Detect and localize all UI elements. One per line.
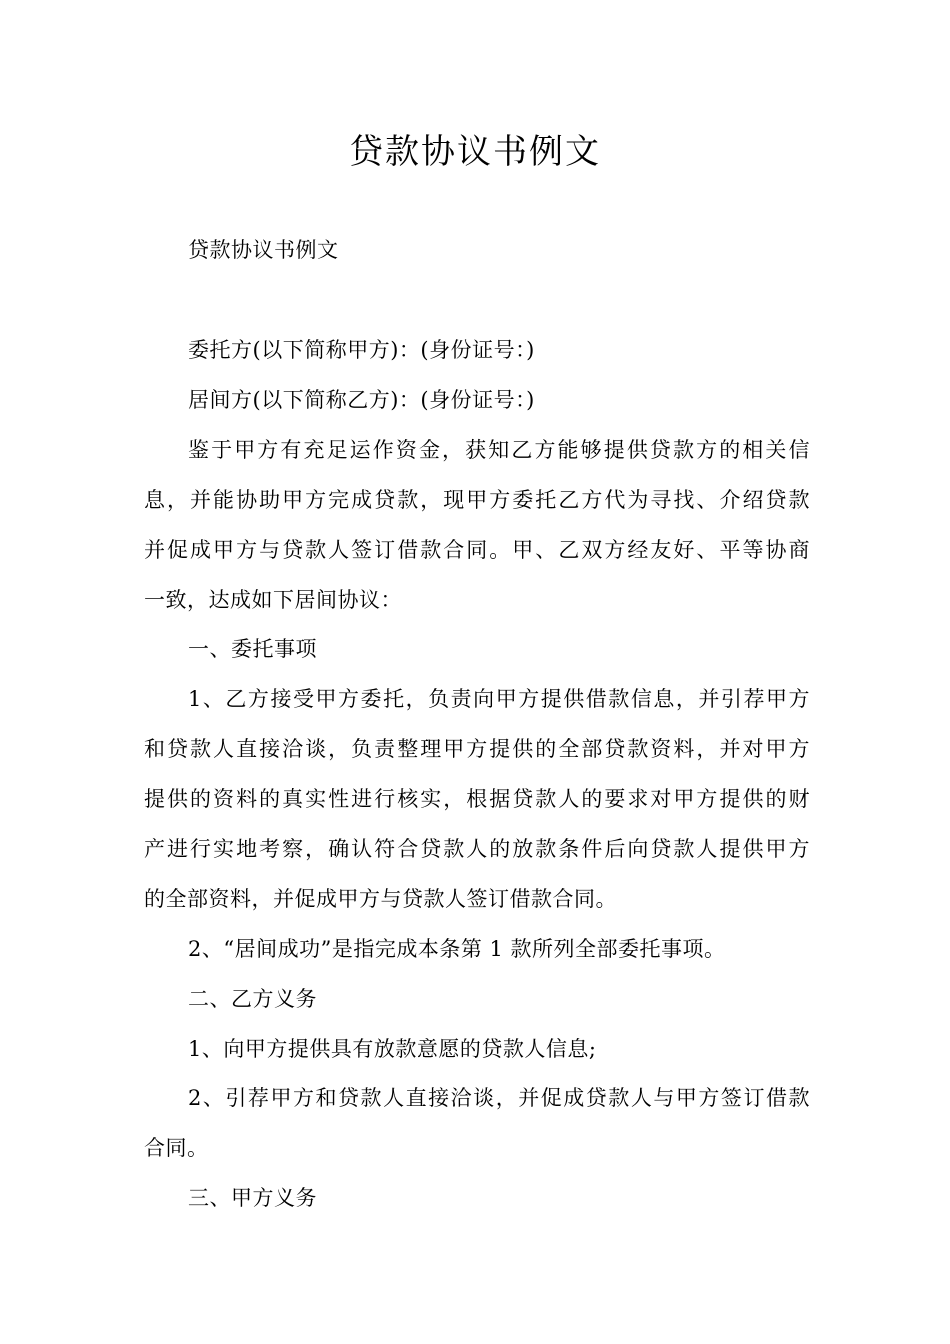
clause-1-1-line-5: 的全部资料，并促成甲方与贷款人签订借款合同。 — [144, 887, 617, 911]
subtitle-line: 贷款协议书例文 — [188, 238, 339, 262]
clause-1-1-line-2: 和贷款人直接洽谈，负责整理甲方提供的全部贷款资料，并对甲方 — [144, 737, 810, 761]
preamble-line-4: 一致，达成如下居间协议： — [144, 588, 402, 612]
section-heading-3: 三、甲方义务 — [188, 1186, 317, 1210]
section-heading-1: 一、委托事项 — [188, 637, 317, 661]
clause-1-2: 2、“居间成功”是指完成本条第 1 款所列全部委托事项。 — [188, 937, 726, 961]
document-title: 贷款协议书例文 — [349, 132, 601, 172]
preamble-line-3: 并促成甲方与贷款人签订借款合同。甲、乙双方经友好、平等协商 — [144, 538, 810, 562]
party-a-line: 委托方(以下简称甲方)：(身份证号：) — [188, 338, 535, 362]
clause-1-1-line-3: 提供的资料的真实性进行核实，根据贷款人的要求对甲方提供的财 — [144, 787, 810, 811]
clause-1-1-line-1: 1、乙方接受甲方委托，负责向甲方提供借款信息，并引荐甲方 — [188, 687, 810, 711]
section-heading-2: 二、乙方义务 — [188, 987, 317, 1011]
clause-2-2-line-2: 合同。 — [144, 1136, 209, 1160]
clause-2-2-line-1: 2、引荐甲方和贷款人直接洽谈，并促成贷款人与甲方签订借款 — [188, 1086, 810, 1110]
clause-1-1-line-4: 产进行实地考察，确认符合贷款人的放款条件后向贷款人提供甲方 — [144, 837, 810, 861]
party-b-line: 居间方(以下简称乙方)：(身份证号：) — [188, 388, 535, 412]
preamble-line-2: 息，并能协助甲方完成贷款，现甲方委托乙方代为寻找、介绍贷款 — [144, 488, 810, 512]
clause-2-1: 1、向甲方提供具有放款意愿的贷款人信息; — [188, 1037, 597, 1061]
preamble-line-1: 鉴于甲方有充足运作资金，获知乙方能够提供贷款方的相关信 — [188, 438, 810, 462]
